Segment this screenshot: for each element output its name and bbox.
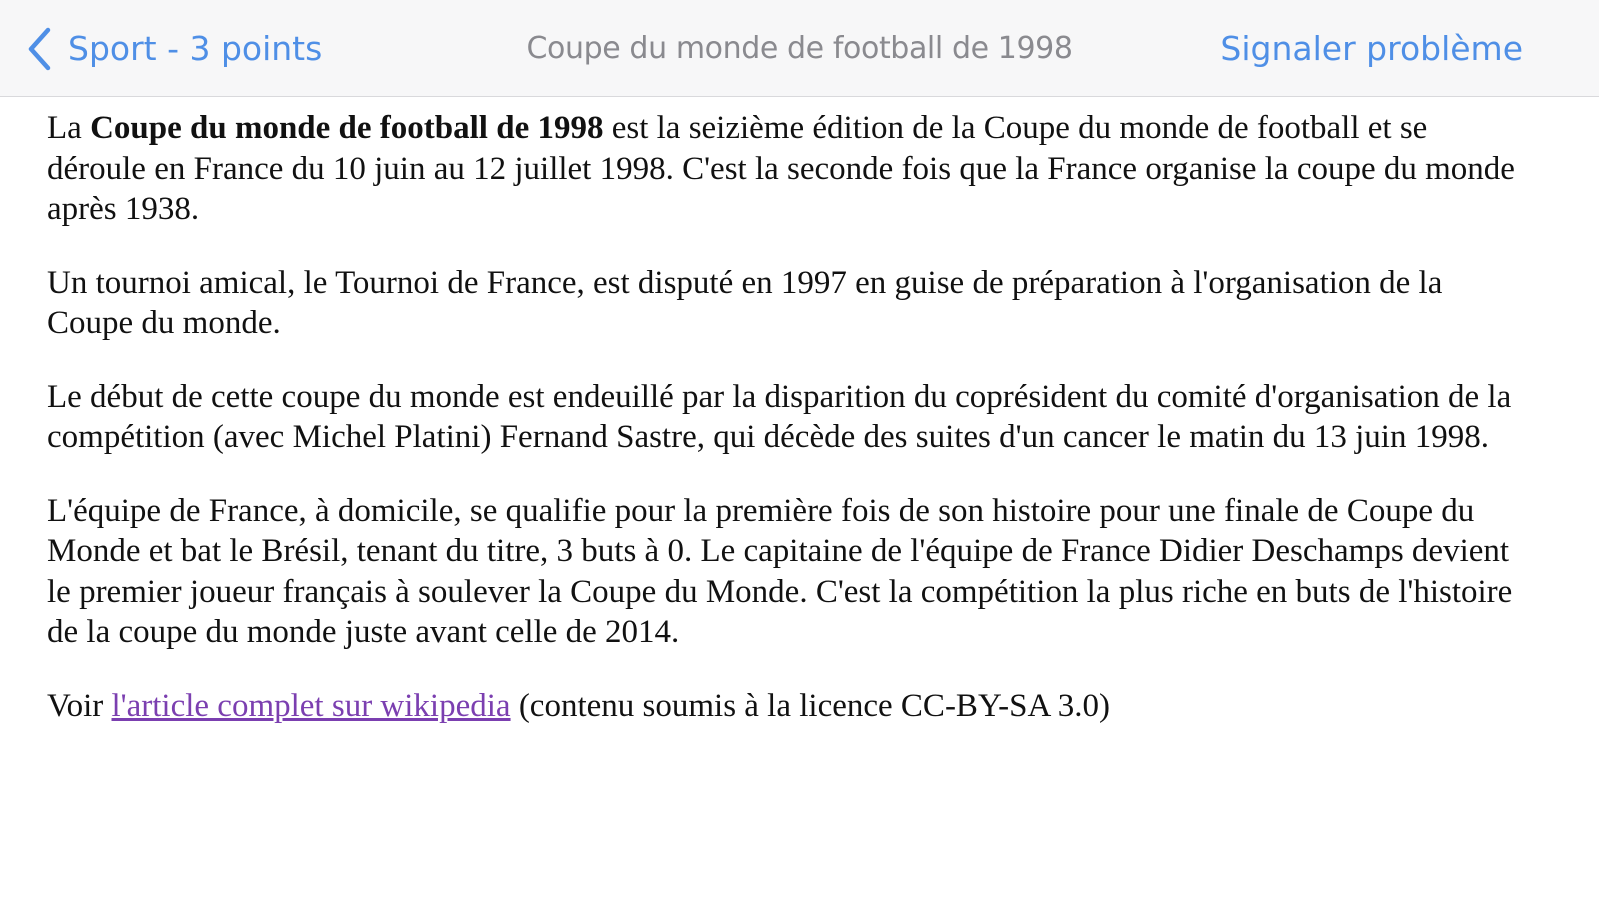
article-paragraph-3: Le début de cette coupe du monde est endeuillé par la disparition du coprésident du comité d'organisation de la compétition (avec Michel Platini) Fernand Sastre, qui décède des suites d'un cancer le matin du 13 juin 1998. xyxy=(47,378,1512,455)
back-button[interactable] xyxy=(26,0,322,97)
back-button-label: Sport - 3 points xyxy=(68,29,323,68)
navigation-bar xyxy=(0,0,1599,97)
article-paragraph-2: Un tournoi amical, le Tournoi de France, est disputé en 1997 en guise de préparation à l'organisation de la Coupe du monde. xyxy=(47,264,1443,341)
wikipedia-link[interactable]: l'article complet sur wikipedia xyxy=(111,687,511,724)
footer-license: (contenu soumis à la licence CC-BY-SA 3.0) xyxy=(510,687,1110,724)
article-content xyxy=(47,108,1527,759)
report-problem-button[interactable]: Signaler problème xyxy=(1220,29,1523,68)
article-footer xyxy=(47,686,1527,727)
article-title-bold: Coupe du monde de football de 1998 xyxy=(90,110,604,146)
paragraph-1-rest: est la seizième édition de la Coupe du monde de football et se déroule en France du 10 juin au 12 juillet 1998. C'est la seconde fois que la France organise la coupe du monde après 1938. xyxy=(47,110,1515,227)
article-paragraph-4: L'équipe de France, à domicile, se qualifie pour la première fois de son histoire pour une finale de Coupe du Monde et bat le Brésil, tenant du titre, 3 buts à 0. Le capitaine de l'équipe de France Didier Deschamps devient le premier joueur français à soulever la Coupe du Monde. C'est la compétition la plus riche en buts de l'histoire de la coupe du monde juste avant celle de 2014. xyxy=(47,492,1513,650)
page-title: Coupe du monde de football de 1998 xyxy=(526,31,1073,66)
footer-prefix: Voir xyxy=(47,687,112,724)
article-paragraph-1 xyxy=(47,108,1527,230)
paragraph-1-prefix: La xyxy=(47,110,91,146)
chevron-left-icon xyxy=(26,26,54,72)
